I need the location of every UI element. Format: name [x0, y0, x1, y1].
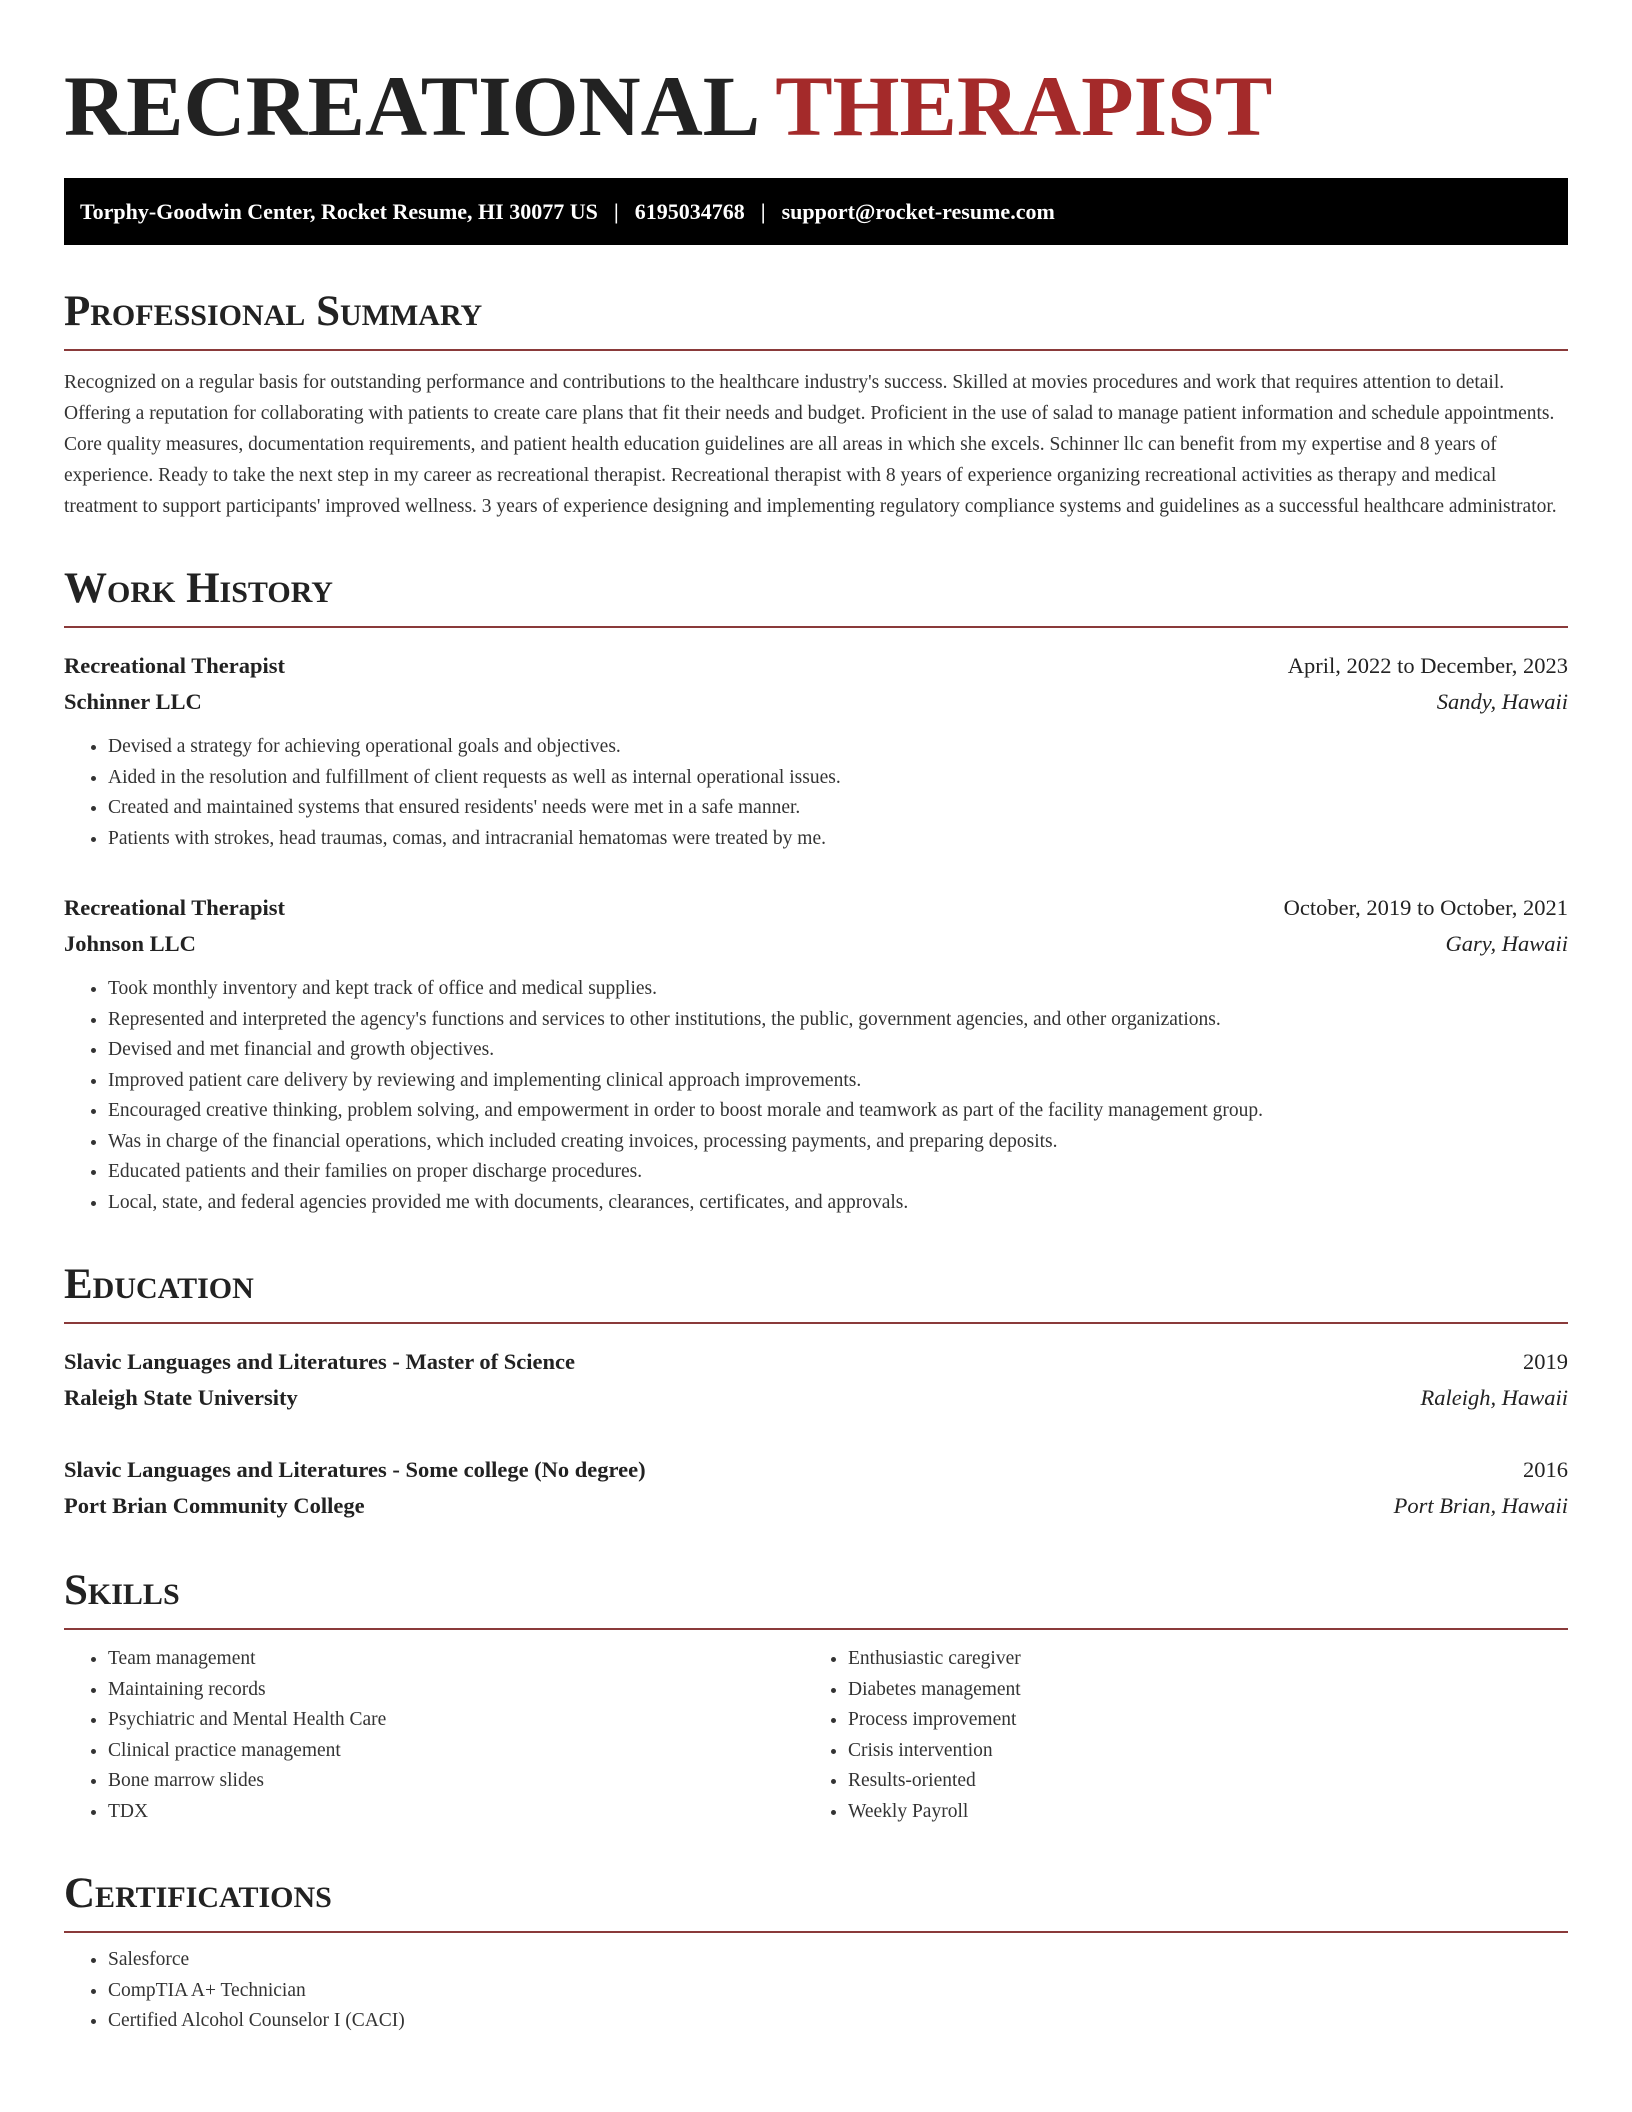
section-heading: Certifications [64, 1871, 1568, 1933]
education-school-row [64, 1488, 1568, 1524]
contact-separator: | [613, 198, 619, 224]
summary-section [64, 289, 1568, 522]
list-item: • Maintaining records [108, 1675, 804, 1706]
list-item: • Process improvement [848, 1705, 1544, 1736]
job-entry [64, 648, 1568, 854]
job-header-row [64, 890, 1568, 926]
section-heading: Professional Summary [64, 289, 1568, 351]
summary-text: Recognized on a regular basis for outstanding performance and contributions to the healthcare industry's success. Skilled at movies procedures and work that requires attention to detail. Offering a reputation for collaborating with patients to create care plans that fit their needs and budget. Proficient in the use of salad to manage patient information and schedule appointments. Core quality measures, documentation requirements, and patient health education guidelines are all areas in which she excels. Schinner llc can benefit from my expertise and 8 years of experience. Ready to take the next step in my career as recreational therapist. Recreational therapist with 8 years of experience organizing recreational activities as therapy and medical treatment to support participants' improved wellness. 3 years of experience designing and implementing regulatory compliance systems and guidelines as a successful healthcare administrator. [64, 372, 1557, 517]
job-company-row [64, 926, 1568, 962]
education-degree: Slavic Languages and Literatures - Some college (No degree) [64, 1457, 646, 1482]
contact-address: Torphy-Goodwin Center, Rocket Resume, HI 30077 US [80, 198, 598, 224]
education-entry [64, 1344, 1568, 1416]
job-header-row [64, 648, 1568, 684]
contact-bar [64, 178, 1568, 245]
education-school-row [64, 1380, 1568, 1416]
list-item: • Improved patient care delivery by reviewing and implementing clinical approach improvements. [108, 1066, 1568, 1097]
job-title: Recreational Therapist [64, 895, 286, 920]
education-year: 2016 [1523, 1457, 1568, 1482]
list-item: • Psychiatric and Mental Health Care [108, 1705, 804, 1736]
list-item: • Local, state, and federal agencies provided me with documents, clearances, certificates, and approvals. [108, 1188, 1568, 1219]
section-heading: Work History [64, 566, 1568, 628]
education-degree-row [64, 1344, 1568, 1380]
education-school: Raleigh State University [64, 1385, 298, 1410]
job-bullets [64, 732, 1568, 854]
job-company: Johnson LLC [64, 931, 196, 956]
list-item: • Represented and interpreted the agency's functions and services to other institutions, the public, government agencies, and other organizations. [108, 1005, 1568, 1036]
list-item: • Took monthly inventory and kept track of office and medical supplies. [108, 974, 1568, 1005]
list-item: • Results-oriented [848, 1766, 1544, 1797]
education-school: Port Brian Community College [64, 1493, 365, 1518]
title-part-2: THERAPIST [775, 58, 1273, 154]
list-item: • Salesforce [108, 1945, 1568, 1976]
skills-list-right [804, 1644, 1544, 1827]
list-item: • Educated patients and their families on proper discharge procedures. [108, 1157, 1568, 1188]
title-part-1: RECREATIONAL [64, 58, 756, 154]
list-item: • Certified Alcohol Counselor I (CACI) [108, 2006, 1568, 2037]
job-title: Recreational Therapist [64, 653, 286, 678]
contact-phone: 6195034768 [634, 198, 745, 224]
list-item: • Diabetes management [848, 1675, 1544, 1706]
list-item: • Patients with strokes, head traumas, comas, and intracranial hematomas were treated by me. [108, 824, 1568, 855]
list-item: • Devised a strategy for achieving operational goals and objectives. [108, 732, 1568, 763]
section-heading: Skills [64, 1568, 1568, 1630]
list-item: • Aided in the resolution and fulfillment of client requests as well as internal operational issues. [108, 763, 1568, 794]
list-item: • Bone marrow slides [108, 1766, 804, 1797]
job-location: Sandy, Hawaii [1436, 689, 1568, 714]
education-year: 2019 [1523, 1349, 1568, 1374]
job-company-row [64, 684, 1568, 720]
skills-section [64, 1568, 1568, 1827]
certifications-list [64, 1945, 1568, 2037]
section-heading: Education [64, 1262, 1568, 1324]
list-item: • Weekly Payroll [848, 1797, 1544, 1828]
list-item: • Was in charge of the financial operations, which included creating invoices, processing payments, and preparing deposits. [108, 1127, 1568, 1158]
skills-columns [64, 1644, 1568, 1827]
job-company: Schinner LLC [64, 689, 202, 714]
education-entry [64, 1452, 1568, 1524]
job-dates: October, 2019 to October, 2021 [1283, 895, 1568, 920]
job-entry [64, 890, 1568, 1218]
certifications-section [64, 1871, 1568, 2037]
work-history-section [64, 566, 1568, 1218]
list-item: • Encouraged creative thinking, problem solving, and empowerment in order to boost morale and teamwork as part of the facility management group. [108, 1096, 1568, 1127]
contact-separator: | [760, 198, 766, 224]
list-item: • Devised and met financial and growth objectives. [108, 1035, 1568, 1066]
list-item: • TDX [108, 1797, 804, 1828]
skills-list-left [64, 1644, 804, 1827]
list-item: • Crisis intervention [848, 1736, 1544, 1767]
resume-title [64, 56, 1568, 156]
list-item: • Team management [108, 1644, 804, 1675]
education-degree: Slavic Languages and Literatures - Master of Science [64, 1349, 575, 1374]
education-location: Raleigh, Hawaii [1420, 1385, 1568, 1410]
job-bullets [64, 974, 1568, 1218]
contact-email: support@rocket-resume.com [781, 198, 1055, 224]
job-location: Gary, Hawaii [1445, 931, 1568, 956]
list-item: • Created and maintained systems that ensured residents' needs were met in a safe manner. [108, 793, 1568, 824]
education-degree-row [64, 1452, 1568, 1488]
education-section [64, 1262, 1568, 1524]
list-item: • CompTIA A+ Technician [108, 1976, 1568, 2007]
list-item: • Enthusiastic caregiver [848, 1644, 1544, 1675]
education-location: Port Brian, Hawaii [1393, 1493, 1568, 1518]
list-item: • Clinical practice management [108, 1736, 804, 1767]
job-dates: April, 2022 to December, 2023 [1287, 653, 1568, 678]
